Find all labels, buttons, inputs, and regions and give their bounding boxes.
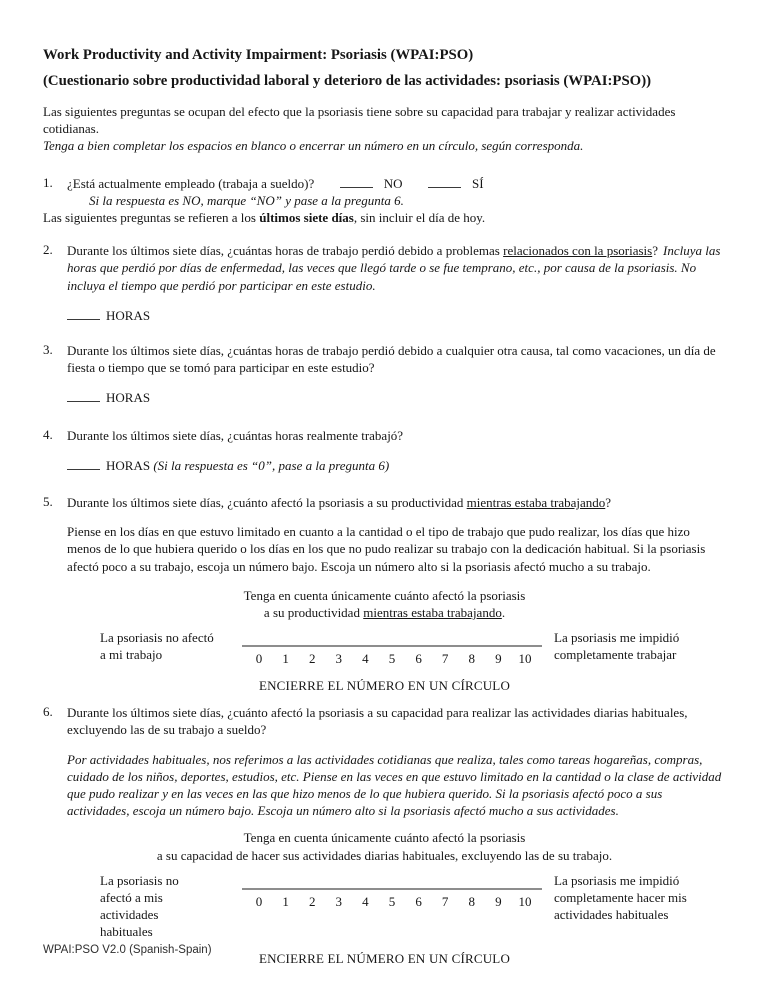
q5-scale-number-3[interactable]: 3 [335,651,343,667]
question-3-number: 3. [43,342,53,358]
q5-scale-line [242,645,542,647]
question-5-number: 5. [43,494,53,510]
question-1-note: Si la respuesta es NO, marque “NO” y pase a la pregunta 6. [89,192,404,208]
q5-scale-numbers [242,651,542,667]
q6-scale-line [242,888,542,890]
question-5-underlined: mientras estaba trabajando [466,495,606,511]
q6-scale-number-8[interactable]: 8 [468,893,475,909]
q6-scale-number-1[interactable]: 1 [282,893,289,909]
question-4 [43,427,726,474]
question-1-text-row [67,175,726,192]
question-2-underlined: relacionados con la psoriasis [503,243,653,259]
q6-scale-number-10[interactable]: 10 [518,893,532,909]
question-2-number: 2. [43,242,53,258]
question-6 [43,704,726,819]
q5-scale-number-7[interactable]: 7 [441,651,449,667]
q5-scale-number-8[interactable]: 8 [468,651,475,667]
q5-scale-number-0[interactable]: 0 [255,651,263,667]
q5-scale-number-1[interactable]: 1 [282,651,289,667]
q1-yes-blank[interactable] [428,175,461,188]
q6-scale-right-label: La psoriasis me impidió completamente hacer mis actividades habituales [554,872,687,922]
q1-no-blank[interactable] [340,175,373,188]
q6-scale-number-9[interactable]: 9 [495,893,502,909]
q6-scale-number-6[interactable]: 6 [415,893,422,909]
q5-scale-left-label: La psoriasis no afectó a mi trabajo [100,630,214,663]
q6-rating-scale [43,872,726,940]
q4-hours-blank[interactable] [67,457,100,470]
q5-scale-track [230,629,554,667]
q6-circle-instruction: ENCIERRE EL NÚMERO EN UN CÍRCULO [258,950,511,966]
q5-circle-instruction: ENCIERRE EL NÚMERO EN UN CÍRCULO [258,678,511,694]
q5-scale-right-label: La psoriasis me impidió completamente trabajar [554,630,680,663]
q5-rating-scale [43,629,726,667]
page-title: Work Productivity and Activity Impairment: Psoriasis (WPAI:PSO) [43,47,474,63]
intro-text: Las siguientes preguntas se ocupan del efecto que la psoriasis tiene sobre su capacidad para trabajar y realizar actividades cotidianas. [43,104,676,137]
q1-no-label: NO [383,175,403,191]
q6-scale-number-4[interactable]: 4 [362,893,369,909]
q3-hours-label: HORAS [106,390,151,406]
question-6-paragraph: Por actividades habituales, nos referimos a las actividades cotidianas que realiza, tales como tareas hogareñas, compras, cuidado de los niños, deportes, estudios, etc. Piense en las veces en que estuvo limitado en la cantidad o la clase de actividad que pudo realizar y en las veces en las que hizo menos de lo que hubiera querido. Si la psoriasis afectó poco a sus actividades, escoja un número bajo. Escoja un número alto si la psoriasis afectó mucho a sus actividades. [67,751,722,819]
q5-scale-number-6[interactable]: 6 [415,651,422,667]
question-5-paragraph: Piense en los días en que estuvo limitado en cuanto a la cantidad o el tipo de trabajo que pudo realizar, los días que hizo menos de lo que hubiera querido o los días en los que no pudo realizar su trabajo con la dedicación habitual. Si la psoriasis afectó poco a su trabajo, escoja un número bajo. Escoja un número alto si la psoriasis afectó mucho a su trabajo. [67,524,706,574]
question-4-number: 4. [43,426,53,442]
question-3 [43,342,726,407]
q4-hours-label: HORAS [106,457,151,473]
question-3-text: Durante los últimos siete días, ¿cuántas horas de trabajo perdió debido a cualquier otra causa, tal como vacaciones, un día de fiesta o tiempo que se tomó para participar en este estudio? [67,343,716,376]
title-block [43,42,726,94]
page-subtitle: (Cuestionario sobre productividad laboral y deterioro de las actividades: psoriasis (WPAI:PSO)) [43,73,652,89]
question-1-number: 1. [43,174,53,190]
question-2: 2. Durante los últimos siete días, ¿cuántas horas de trabajo perdió debido a problemas relacionados con la psoriasis? Incluya las horas que perdió por días de enfermedad, las veces que llegó tarde o se fue temprano, etc., por causa de la psoriasis. No incluya el tiempo que perdió por participar en este estudio. HORAS [43,242,726,324]
q5-scale-number-2[interactable]: 2 [308,651,316,667]
footer-version: WPAI:PSO V2.0 (Spanish-Spain) [43,944,212,956]
q6-scale-left-label: La psoriasis no afectó a mis actividades habituales [100,872,179,939]
q5-scale-number-5[interactable]: 5 [388,651,396,667]
q2-hours-blank[interactable] [67,307,100,320]
question-4-text: Durante los últimos siete días, ¿cuántas horas realmente trabajó? [67,427,404,443]
q5-focus-text: Tenga en cuenta únicamente cuánto afectó la psoriasis a su productividad mientras estaba trabajando. [243,587,526,621]
question-6-number: 6. [43,704,53,720]
question-5 [43,494,726,575]
q4-answer-note: (Si la respuesta es “0”, pase a la pregunta 6) [153,457,390,473]
q6-scale-number-0[interactable]: 0 [255,893,263,909]
q6-scale-number-3[interactable]: 3 [335,893,343,909]
question-2-text: Durante los últimos siete días, ¿cuántas horas de trabajo perdió debido a problemas [67,243,504,259]
intro-section [43,103,726,155]
intro-instruction: Tenga a bien completar los espacios en blanco o encerrar un número en un círculo, según corresponda. [43,138,584,154]
q6-scale-number-5[interactable]: 5 [388,893,396,909]
q6-scale-number-2[interactable]: 2 [308,893,316,909]
question-1-text: ¿Está actualmente empleado (trabaja a sueldo)? [67,175,315,191]
q5-scale-number-9[interactable]: 9 [495,651,502,667]
q6-focus-text: Tenga en cuenta únicamente cuánto afectó la psoriasis a su capacidad de hacer sus actividades diarias habituales, excluyendo las de su trabajo. [156,830,613,863]
question-1 [43,175,726,209]
question-5-text: Durante los últimos siete días, ¿cuánto afectó la psoriasis a su productividad [67,495,467,511]
q6-scale-number-7[interactable]: 7 [441,893,449,909]
q2-hours-label: HORAS [106,307,151,323]
q4-answer-row [67,457,726,474]
question-2-italic-note: Incluya las horas que perdió por días de enfermedad, las veces que llegó tarde o se fue temprano, etc., por causa de la psoriasis. No incluya el tiempo que perdió por participar en este estudio. [67,243,721,293]
q5-scale-number-10[interactable]: 10 [518,651,532,667]
q1-yes-label: SÍ [472,175,484,191]
question-5-text-row: Durante los últimos siete días, ¿cuánto afectó la psoriasis a su productividad mientras estaba trabajando? [67,495,612,511]
q3-answer-row [67,389,726,406]
recall-period-note: Las siguientes preguntas se refieren a los últimos siete días, sin incluir el día de hoy. [43,210,486,226]
q6-scale-numbers [242,894,542,910]
q3-hours-blank[interactable] [67,389,100,402]
q2-answer-row [67,307,726,324]
q5-scale-number-4[interactable]: 4 [362,651,369,667]
q6-scale-track [230,872,554,940]
question-6-text: Durante los últimos siete días, ¿cuánto afectó la psoriasis a su capacidad para realizar las actividades diarias habituales, excluyendo las de su trabajo a sueldo? [67,705,688,738]
